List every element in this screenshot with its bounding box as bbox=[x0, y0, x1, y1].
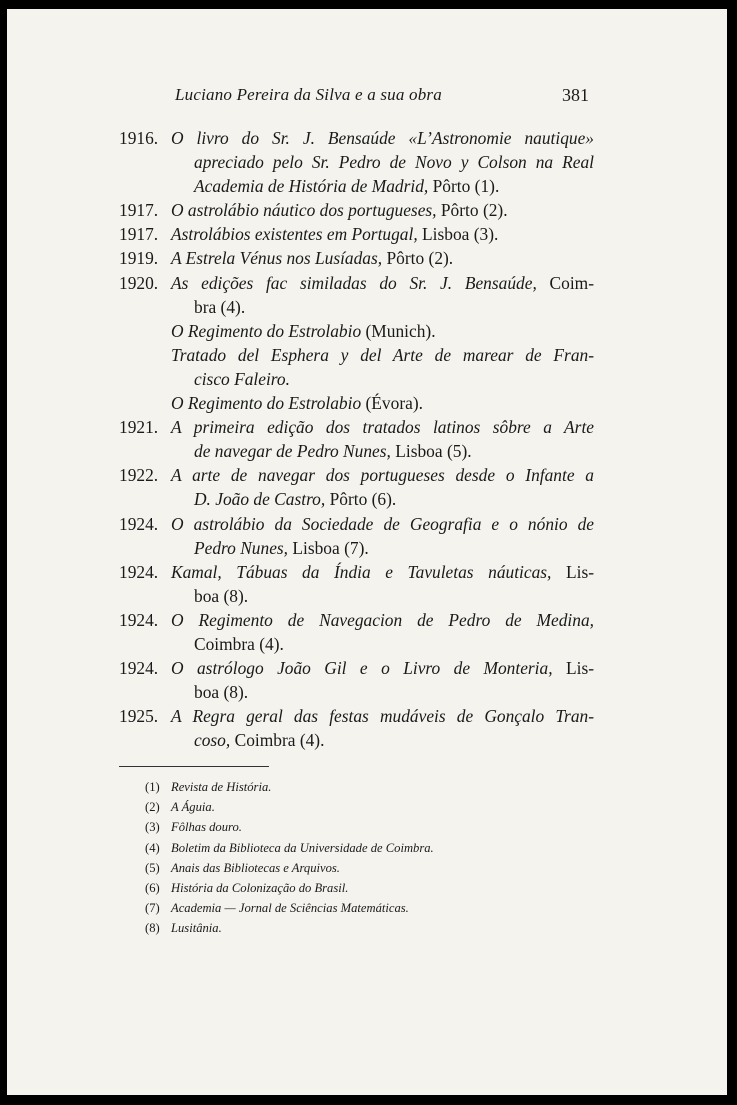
footnote-divider bbox=[119, 766, 269, 767]
entry-year: 1920. bbox=[119, 272, 159, 293]
entry-place-continued: boa (8). bbox=[194, 585, 249, 606]
sub-entry-title-continued: cisco Faleiro. bbox=[194, 368, 290, 389]
entry-note-ref: (1). bbox=[474, 176, 500, 197]
entry-year: 1921. bbox=[119, 417, 159, 438]
entry-year: 1916. bbox=[119, 128, 159, 148]
bibliography-entry bbox=[119, 560, 594, 608]
sub-entry-place: (Munich). bbox=[365, 320, 436, 341]
entry-title: As edições fac similadas do Sr. J. Bensaúde, bbox=[171, 272, 537, 293]
entry-year: 1917. bbox=[119, 224, 159, 245]
page-number: 381 bbox=[562, 85, 589, 105]
entry-place-continued: boa (8). bbox=[194, 682, 249, 703]
bibliography-entry bbox=[119, 608, 594, 656]
entry-place: Lis- bbox=[565, 561, 594, 582]
entry-year: 1919. bbox=[119, 248, 159, 269]
book-page bbox=[7, 9, 727, 1095]
footnote-text: História da Colonização do Brasil. bbox=[171, 881, 349, 896]
bibliography-entry bbox=[119, 512, 594, 560]
entry-note-ref: (2). bbox=[482, 200, 508, 221]
footnote-number: (1) bbox=[145, 780, 160, 794]
entry-title: O astrolábio da Sociedade de Geografia e o nónio de bbox=[171, 513, 594, 534]
footnote-text: Academia — Jornal de Sciências Matemáticas. bbox=[171, 901, 409, 916]
entry-title: A Regra geral das festas mudáveis de Gonçalo Tran- bbox=[171, 706, 594, 727]
entry-place: Lis- bbox=[565, 658, 594, 679]
entry-note-ref: (6). bbox=[371, 489, 397, 510]
entry-year: 1924. bbox=[119, 561, 159, 582]
entry-year: 1924. bbox=[119, 609, 159, 630]
entry-title: O astrólogo João Gil e o Livro de Monteria, bbox=[171, 658, 553, 679]
bibliography-entry bbox=[119, 463, 594, 511]
entry-place: Coimbra bbox=[234, 730, 296, 751]
entry-place: Coimbra (4). bbox=[194, 633, 284, 654]
bibliography-entry bbox=[119, 415, 594, 463]
entry-title-continued: coso, bbox=[194, 730, 231, 751]
entry-place: Lisboa bbox=[292, 537, 340, 558]
entry-title: Kamal, Tábuas da Índia e Tavuletas náuticas, bbox=[171, 561, 552, 582]
entry-note-ref: (3). bbox=[473, 224, 499, 245]
footnote bbox=[145, 838, 565, 858]
sub-entry-title: O Regimento do Estrolabio bbox=[171, 393, 362, 414]
entry-place-continued: bra (4). bbox=[194, 296, 246, 317]
footnote-text: A Águia. bbox=[171, 800, 215, 815]
entry-place: Coim- bbox=[549, 272, 594, 293]
entry-year: 1925. bbox=[119, 706, 159, 727]
footnote-text: Revista de História. bbox=[171, 780, 272, 794]
footnote-number: (4) bbox=[145, 840, 160, 855]
sub-entry-title: O Regimento do Estrolabio bbox=[171, 320, 362, 341]
entry-title: Astrolábios existentes em Portugal, bbox=[171, 224, 418, 245]
footnote-number: (6) bbox=[145, 881, 160, 896]
bibliography-entry bbox=[119, 271, 594, 416]
bibliography-entry bbox=[119, 704, 594, 752]
footnote-number: (5) bbox=[145, 860, 160, 875]
entry-place: Lisboa bbox=[422, 224, 470, 245]
footnote-number: (3) bbox=[145, 820, 160, 835]
footnote bbox=[145, 858, 565, 878]
bibliography-entry bbox=[119, 656, 594, 704]
entry-year: 1917. bbox=[119, 200, 159, 221]
sub-entry-title: Tratado del Esphera y del Arte de marear de Fran- bbox=[171, 344, 594, 365]
footnote bbox=[145, 898, 565, 918]
entry-title-continued: D. João de Castro, bbox=[194, 489, 326, 510]
entry-title-continued: de navegar de Pedro Nunes, bbox=[194, 441, 391, 462]
entry-year: 1924. bbox=[119, 513, 159, 534]
footnote-number: (8) bbox=[145, 921, 160, 936]
bibliography-entry bbox=[119, 246, 594, 270]
footnote-text: Anais das Bibliotecas e Arquivos. bbox=[171, 860, 340, 875]
entry-year: 1922. bbox=[119, 465, 159, 486]
footnote bbox=[145, 918, 565, 938]
bibliography-entry bbox=[119, 222, 594, 246]
entry-place: Pôrto bbox=[440, 200, 479, 221]
footnote bbox=[145, 777, 565, 797]
entry-note-ref: (4). bbox=[299, 730, 325, 751]
footnote bbox=[145, 878, 565, 898]
entry-place: Pôrto bbox=[432, 176, 471, 197]
entry-year: 1924. bbox=[119, 658, 159, 679]
footnote-text: Fôlhas douro. bbox=[171, 820, 242, 835]
running-title: Luciano Pereira da Silva e a sua obra bbox=[175, 85, 442, 104]
entry-title-continued: Academia de História de Madrid, bbox=[194, 176, 429, 197]
running-header bbox=[7, 85, 727, 109]
footnote bbox=[145, 797, 565, 817]
entry-title: O livro do Sr. J. Bensaúde «L’Astronomie nautique» bbox=[171, 128, 594, 148]
entry-title: A Estrela Vénus nos Lusíadas, bbox=[171, 248, 383, 269]
entry-title-continued: Pedro Nunes, bbox=[194, 537, 289, 558]
entry-title: O astrolábio náutico dos portugueses, bbox=[171, 200, 437, 221]
bibliography-entry bbox=[119, 198, 594, 222]
entry-title-continued: apreciado pelo Sr. Pedro de Novo y Colson na Real bbox=[194, 152, 594, 173]
footnote-number: (2) bbox=[145, 800, 160, 815]
entry-place: Lisboa bbox=[395, 441, 443, 462]
footnotes bbox=[145, 777, 565, 939]
entry-title: O Regimento de Navegacion de Pedro de Medina, bbox=[171, 609, 594, 630]
entry-place: Pôrto bbox=[329, 489, 368, 510]
bibliography-list bbox=[119, 126, 594, 752]
sub-entry-place: (Évora). bbox=[365, 393, 423, 414]
bibliography-entry bbox=[119, 126, 594, 198]
footnote bbox=[145, 817, 565, 837]
footnote-text: Boletim da Biblioteca da Universidade de Coimbra. bbox=[171, 840, 434, 855]
footnote-number: (7) bbox=[145, 901, 160, 916]
footnote-text: Lusitânia. bbox=[171, 921, 222, 936]
entry-note-ref: (7). bbox=[344, 537, 369, 558]
entry-title: A arte de navegar dos portugueses desde o Infante a bbox=[171, 465, 594, 486]
entry-title: A primeira edição dos tratados latinos sôbre a Arte bbox=[171, 417, 594, 438]
entry-place: Pôrto bbox=[386, 248, 425, 269]
entry-note-ref: (2). bbox=[428, 248, 454, 269]
entry-note-ref: (5). bbox=[446, 441, 472, 462]
